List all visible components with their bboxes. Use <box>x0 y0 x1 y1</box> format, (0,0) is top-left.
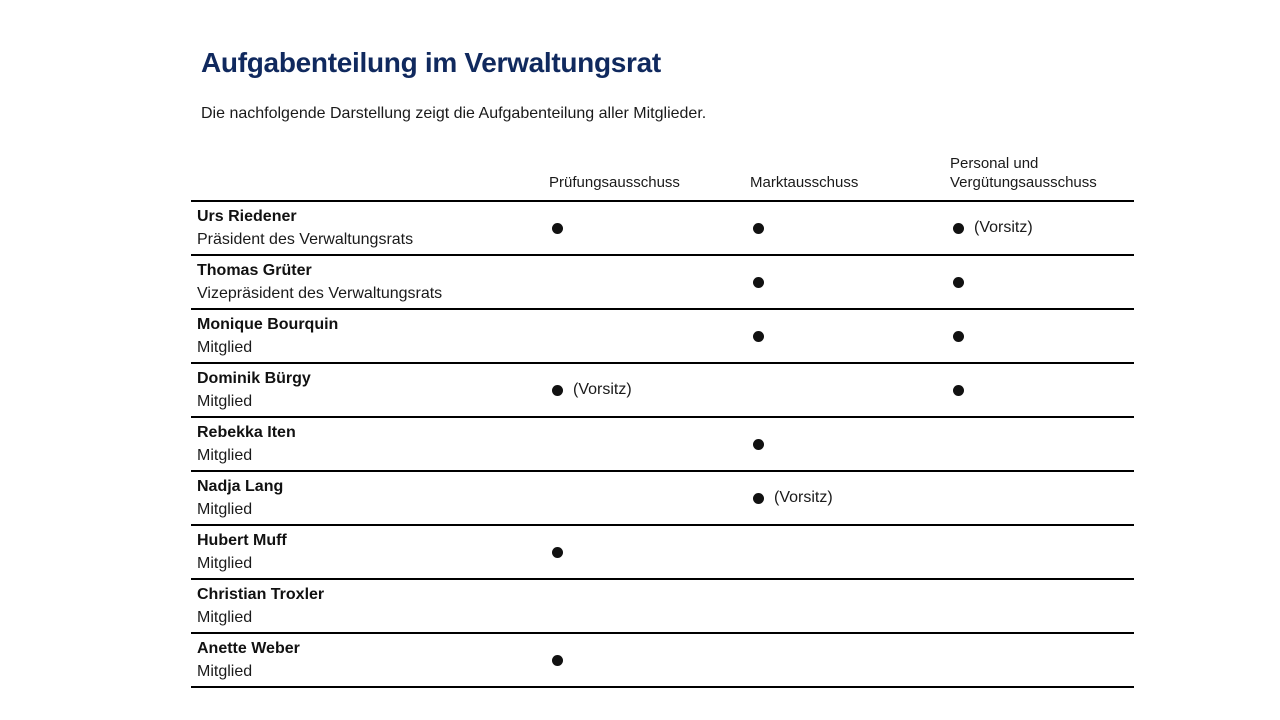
member-name: Nadja Lang <box>197 478 284 495</box>
table-row <box>191 364 1134 418</box>
committee-cell <box>549 364 750 416</box>
table-row <box>191 634 1134 688</box>
header-pruefungsausschuss: Prüfungsausschuss <box>549 174 680 191</box>
member-name: Rebekka Iten <box>197 424 296 441</box>
member-cell <box>191 418 549 470</box>
table-row <box>191 526 1134 580</box>
page-title: Aufgabenteilung im Verwaltungsrat <box>201 47 661 78</box>
member-cell <box>191 310 549 362</box>
committee-cell <box>750 256 950 308</box>
header-personal-verguetungsausschuss: Personal und Vergütungsausschuss <box>950 155 1097 191</box>
committee-cell <box>750 202 950 254</box>
chair-label: (Vorsitz) <box>774 489 833 506</box>
member-role: Mitglied <box>197 447 253 464</box>
member-role: Mitglied <box>197 393 253 410</box>
membership-dot <box>753 493 764 504</box>
committee-cell <box>549 256 750 308</box>
header-marktausschuss: Marktausschuss <box>750 174 859 191</box>
header-name-column <box>191 192 549 200</box>
member-cell <box>191 256 549 308</box>
committee-cell <box>549 418 750 470</box>
membership-dot <box>753 439 764 450</box>
chair-label: (Vorsitz) <box>974 219 1033 236</box>
membership-dot <box>552 655 563 666</box>
member-name: Monique Bourquin <box>197 316 339 333</box>
member-cell <box>191 364 549 416</box>
member-cell <box>191 526 549 578</box>
member-cell <box>191 580 549 632</box>
membership-dot <box>953 331 964 342</box>
committee-cell <box>549 202 750 254</box>
member-name: Dominik Bürgy <box>197 370 311 387</box>
member-role: Mitglied <box>197 609 253 626</box>
committee-cell <box>950 580 1134 632</box>
table-row <box>191 472 1134 526</box>
committee-cell <box>549 526 750 578</box>
member-role: Mitglied <box>197 663 253 680</box>
membership-dot <box>552 223 563 234</box>
committee-cell <box>750 580 950 632</box>
committee-cell <box>950 472 1134 524</box>
member-cell <box>191 472 549 524</box>
membership-dot <box>753 331 764 342</box>
membership-dot <box>552 547 563 558</box>
member-cell <box>191 634 549 686</box>
committee-cell <box>750 634 950 686</box>
member-name: Urs Riedener <box>197 208 297 225</box>
member-cell <box>191 202 549 254</box>
committee-cell <box>950 202 1134 254</box>
committee-cell <box>549 634 750 686</box>
member-role: Mitglied <box>197 501 253 518</box>
table-header-row <box>191 153 1134 202</box>
committee-table <box>191 153 1134 688</box>
member-role: Präsident des Verwaltungsrats <box>197 231 414 248</box>
committee-cell <box>750 526 950 578</box>
committee-cell <box>750 472 950 524</box>
membership-dot <box>953 385 964 396</box>
membership-dot <box>953 223 964 234</box>
table-row <box>191 256 1134 310</box>
member-role: Mitglied <box>197 555 253 572</box>
table-row <box>191 580 1134 634</box>
committee-cell <box>950 634 1134 686</box>
page-subtitle: Die nachfolgende Darstellung zeigt die Aufgabenteilung aller Mitglieder. <box>201 105 707 122</box>
content-area <box>191 46 1134 688</box>
member-role: Vizepräsident des Verwaltungsrats <box>197 285 443 302</box>
committee-cell <box>950 418 1134 470</box>
table-body <box>191 202 1134 688</box>
table-row <box>191 202 1134 256</box>
committee-cell <box>950 526 1134 578</box>
committee-cell <box>750 418 950 470</box>
membership-dot <box>753 277 764 288</box>
membership-dot <box>953 277 964 288</box>
member-name: Thomas Grüter <box>197 262 312 279</box>
membership-dot <box>753 223 764 234</box>
table-row <box>191 418 1134 472</box>
member-name: Hubert Muff <box>197 532 287 549</box>
table-row <box>191 310 1134 364</box>
committee-cell <box>750 310 950 362</box>
committee-cell <box>950 364 1134 416</box>
chair-label: (Vorsitz) <box>573 381 632 398</box>
member-name: Christian Troxler <box>197 586 325 603</box>
committee-cell <box>549 580 750 632</box>
committee-cell <box>549 472 750 524</box>
committee-cell <box>950 256 1134 308</box>
membership-dot <box>552 385 563 396</box>
member-name: Anette Weber <box>197 640 300 657</box>
member-role: Mitglied <box>197 339 253 356</box>
committee-cell <box>950 310 1134 362</box>
committee-cell <box>750 364 950 416</box>
committee-cell <box>549 310 750 362</box>
